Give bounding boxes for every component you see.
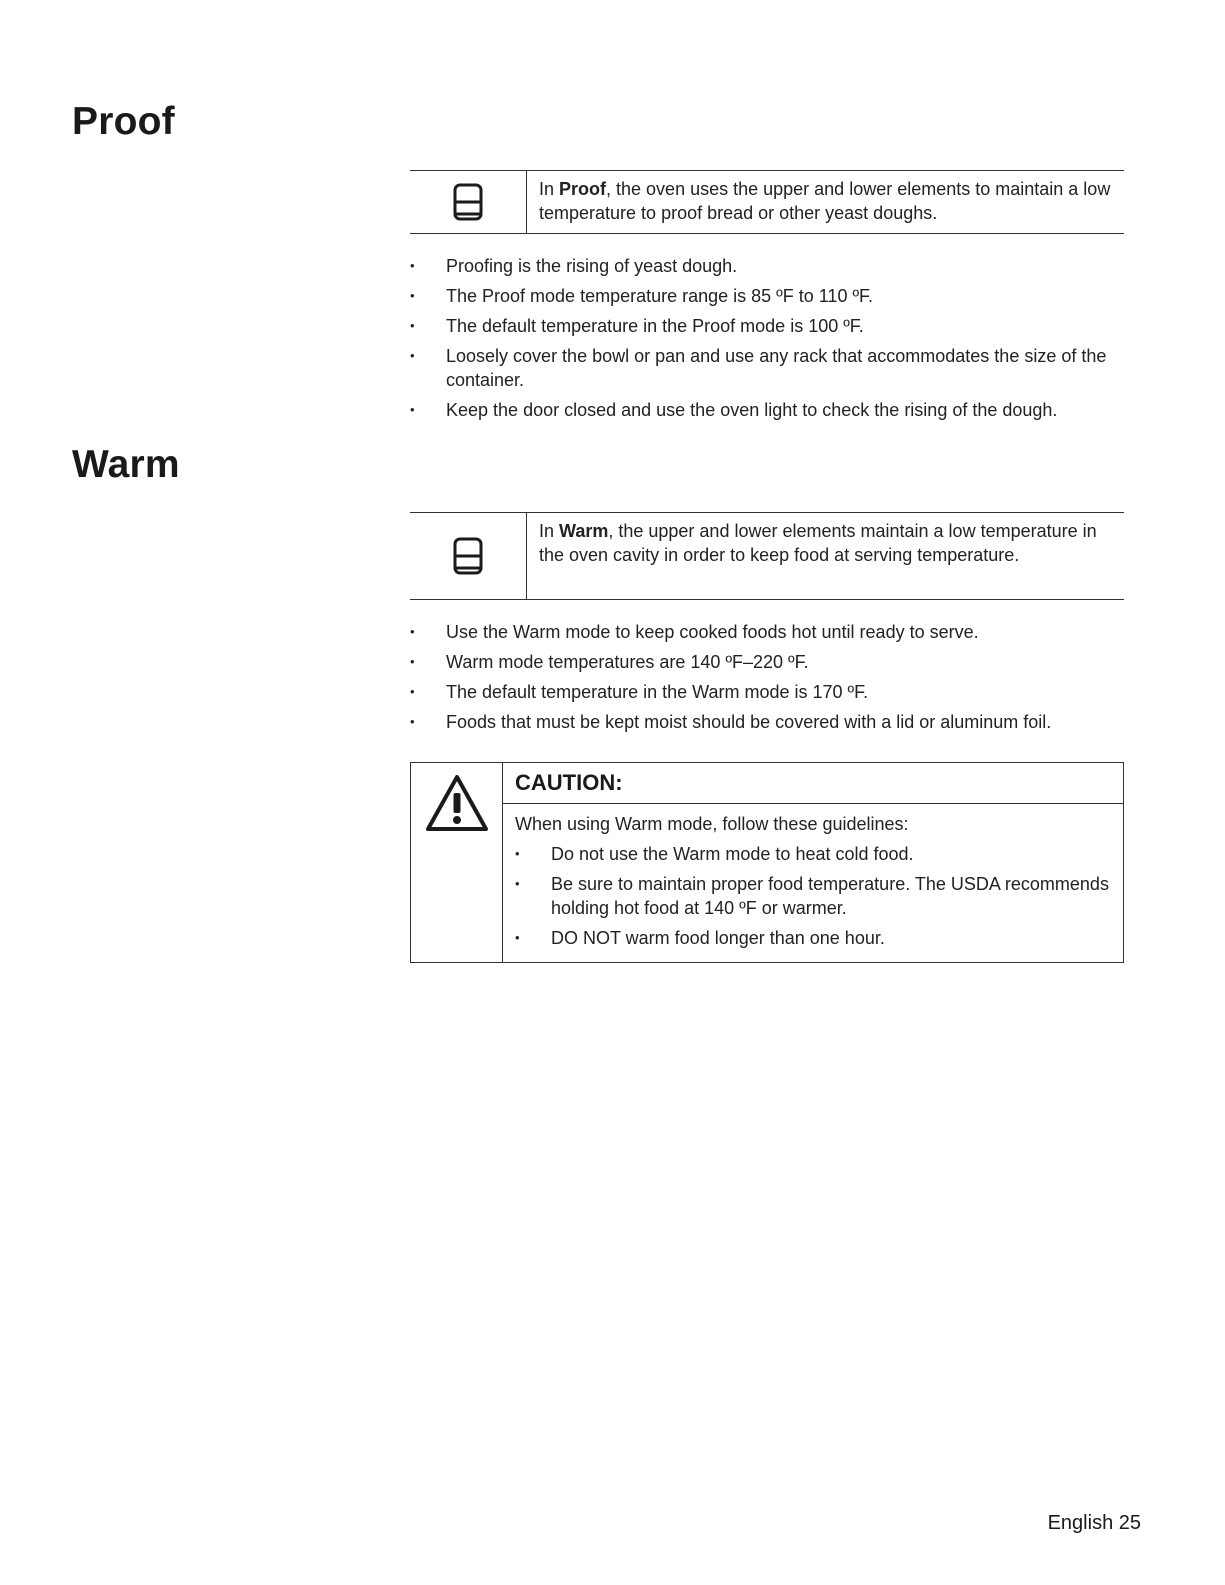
proof-info-box (410, 170, 1124, 234)
proof-bullet-list (410, 254, 1150, 428)
list-item: • Proofing is the rising of yeast dough. (410, 254, 1150, 278)
page-number: English 25 (1047, 1512, 1141, 1534)
list-item: • The default temperature in the Proof mode is 100 ºF. (410, 314, 1150, 338)
proof-heading: Proof (72, 100, 175, 143)
list-item: • Be sure to maintain proper food temperature. The USDA recommends holding hot food at 140 ºF or warmer. (515, 872, 1111, 920)
caution-box (410, 762, 1124, 963)
warning-icon-cell (411, 763, 503, 962)
list-item: • Warm mode temperatures are 140 ºF–220 ºF. (410, 650, 1150, 674)
caution-intro: When using Warm mode, follow these guidelines: (515, 814, 909, 834)
proof-icon-cell (410, 171, 527, 233)
list-item: • Keep the door closed and use the oven light to check the rising of the dough. (410, 398, 1150, 422)
warm-info-text (527, 513, 1124, 599)
warm-info-prefix: In (539, 521, 560, 541)
caution-title: CAUTION: (503, 763, 1123, 804)
oven-mode-icon (453, 183, 483, 221)
list-item: • Use the Warm mode to keep cooked foods hot until ready to serve. (410, 620, 1150, 644)
list-item: • DO NOT warm food longer than one hour. (515, 926, 1111, 950)
warm-icon-cell (410, 513, 527, 599)
caution-list (503, 840, 1123, 950)
list-item: • Loosely cover the bowl or pan and use any rack that accommodates the size of the container. (410, 344, 1150, 392)
caution-content (503, 763, 1123, 962)
list-item: • Do not use the Warm mode to heat cold food. (515, 842, 1111, 866)
warm-info-suffix: , the upper and lower elements maintain a low temperature in the oven cavity in order to keep food at serving temperature. (539, 521, 1097, 565)
oven-mode-icon (453, 537, 483, 575)
warm-bullet-list (410, 620, 1150, 740)
proof-info-text (527, 171, 1124, 233)
warm-info-box (410, 512, 1124, 600)
list-item: • The Proof mode temperature range is 85 ºF to 110 ºF. (410, 284, 1150, 308)
warning-triangle-icon (424, 773, 490, 833)
list-item: • Foods that must be kept moist should be covered with a lid or aluminum foil. (410, 710, 1150, 734)
list-item: • The default temperature in the Warm mode is 170 ºF. (410, 680, 1150, 704)
proof-info-suffix: , the oven uses the upper and lower elements to maintain a low temperature to proof bread or other yeast doughs. (539, 179, 1111, 223)
proof-info-prefix: In (539, 179, 560, 199)
warm-info-bold: Warm (559, 521, 609, 541)
proof-info-bold: Proof (559, 179, 607, 199)
warm-heading: Warm (72, 443, 180, 486)
